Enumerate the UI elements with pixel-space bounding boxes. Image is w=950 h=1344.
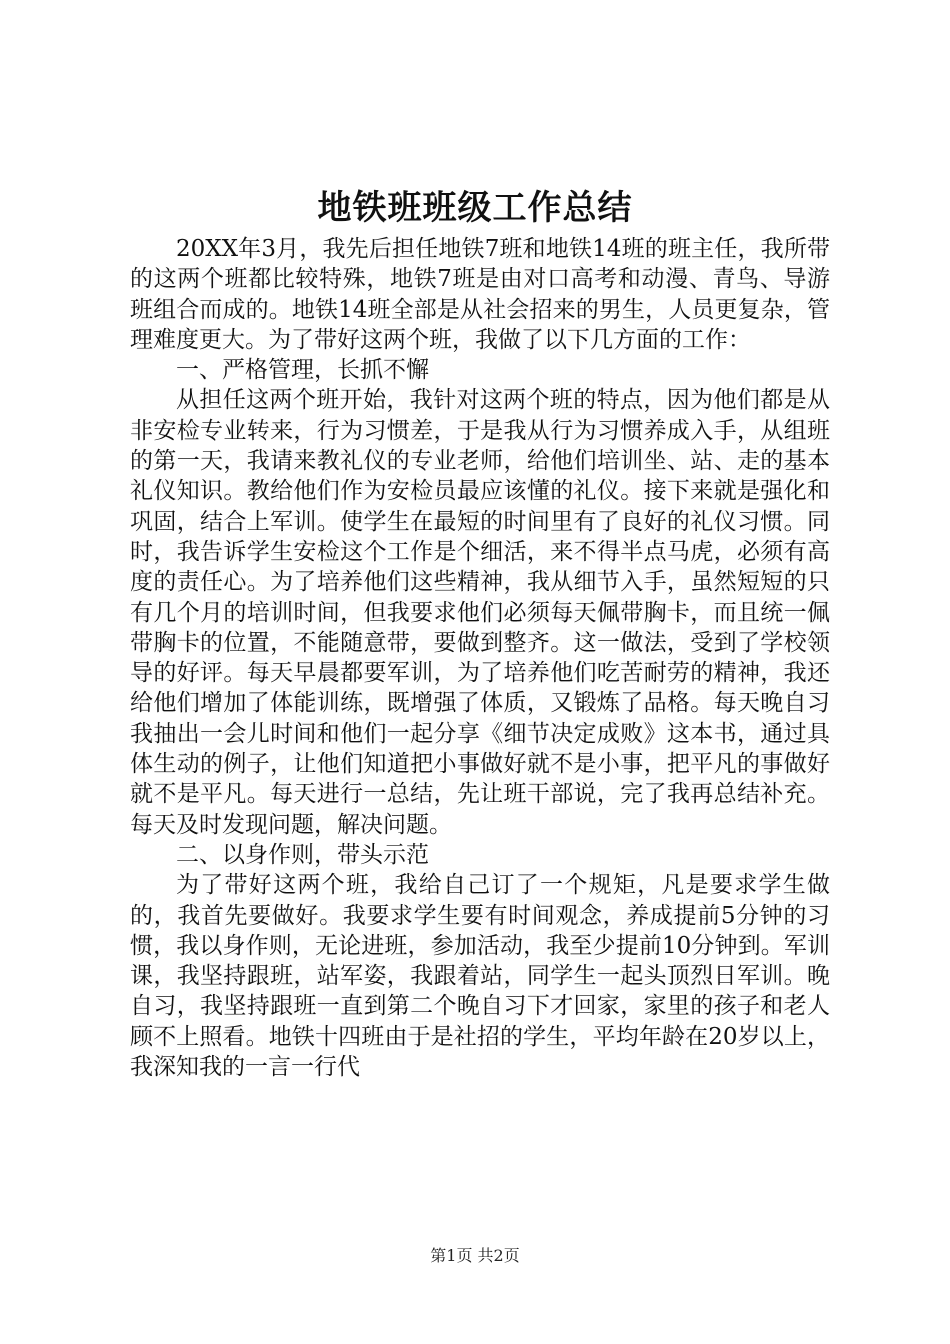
- document-body: [130, 234, 830, 1082]
- intro-paragraph: 20XX年3月，我先后担任地铁7班和地铁14班的班主任，我所带的这两个班都比较特殊，地铁7班是由对口高考和动漫、青鸟、导游班组合而成的。地铁14班全部是从社会招来的男生，人员更复杂，管理难度更大。为了带好这两个班，我做了以下几方面的工作：: [130, 236, 830, 353]
- section-1-paragraph: 从担任这两个班开始，我针对这两个班的特点，因为他们都是从非安检专业转来，行为习惯差，于是我从行为习惯养成入手，从组班的第一天，我请来教礼仪的专业老师，给他们培训坐、站、走的基本礼仪知识。教给他们作为安检员最应该懂的礼仪。接下来就是强化和巩固，结合上军训。使学生在最短的时间里有了良好的礼仪习惯。同时，我告诉学生安检这个工作是个细活，来不得半点马虎，必须有高度的责任心。为了培养他们这些精神，我从细节入手，虽然短短的只有几个月的培训时间，但我要求他们必须每天佩带胸卡，而且统一佩带胸卡的位置，不能随意带，要做到整齐。这一做法，受到了学校领导的好评。每天早晨都要军训，为了培养他们吃苦耐劳的精神，我还给他们增加了体能训练，既增强了体质，又锻炼了品格。每天晚自习我抽出一会儿时间和他们一起分享《细节决定成败》这本书，通过具体生动的例子，让他们知道把小事做好就不是小事，把平凡的事做好就不是平凡。每天进行一总结，先让班干部说，完了我再总结补充。每天及时发现问题，解决问题。: [130, 387, 830, 838]
- document-title: 地铁班班级工作总结: [317, 188, 633, 228]
- page-footer: 第1页 共2页: [430, 1246, 520, 1265]
- section-heading-1: 一、严格管理，长抓不懈: [176, 357, 429, 384]
- section-heading-2: 二、以身作则，带头示范: [176, 841, 429, 868]
- section-2-paragraph: 为了带好这两个班，我给自己订了一个规矩，凡是要求学生做的，我首先要做好。我要求学生要有时间观念，养成提前5分钟的习惯，我以身作则，无论进班，参加活动，我至少提前10分钟到。军训课，我坚持跟班，站军姿，我跟着站，同学生一起头顶烈日军训。晚自习，我坚持跟班一直到第二个晚自习下才回家，家里的孩子和老人顾不上照看。地铁十四班由于是社招的学生，平均年龄在20岁以上，我深知我的一言一行代: [130, 872, 830, 1081]
